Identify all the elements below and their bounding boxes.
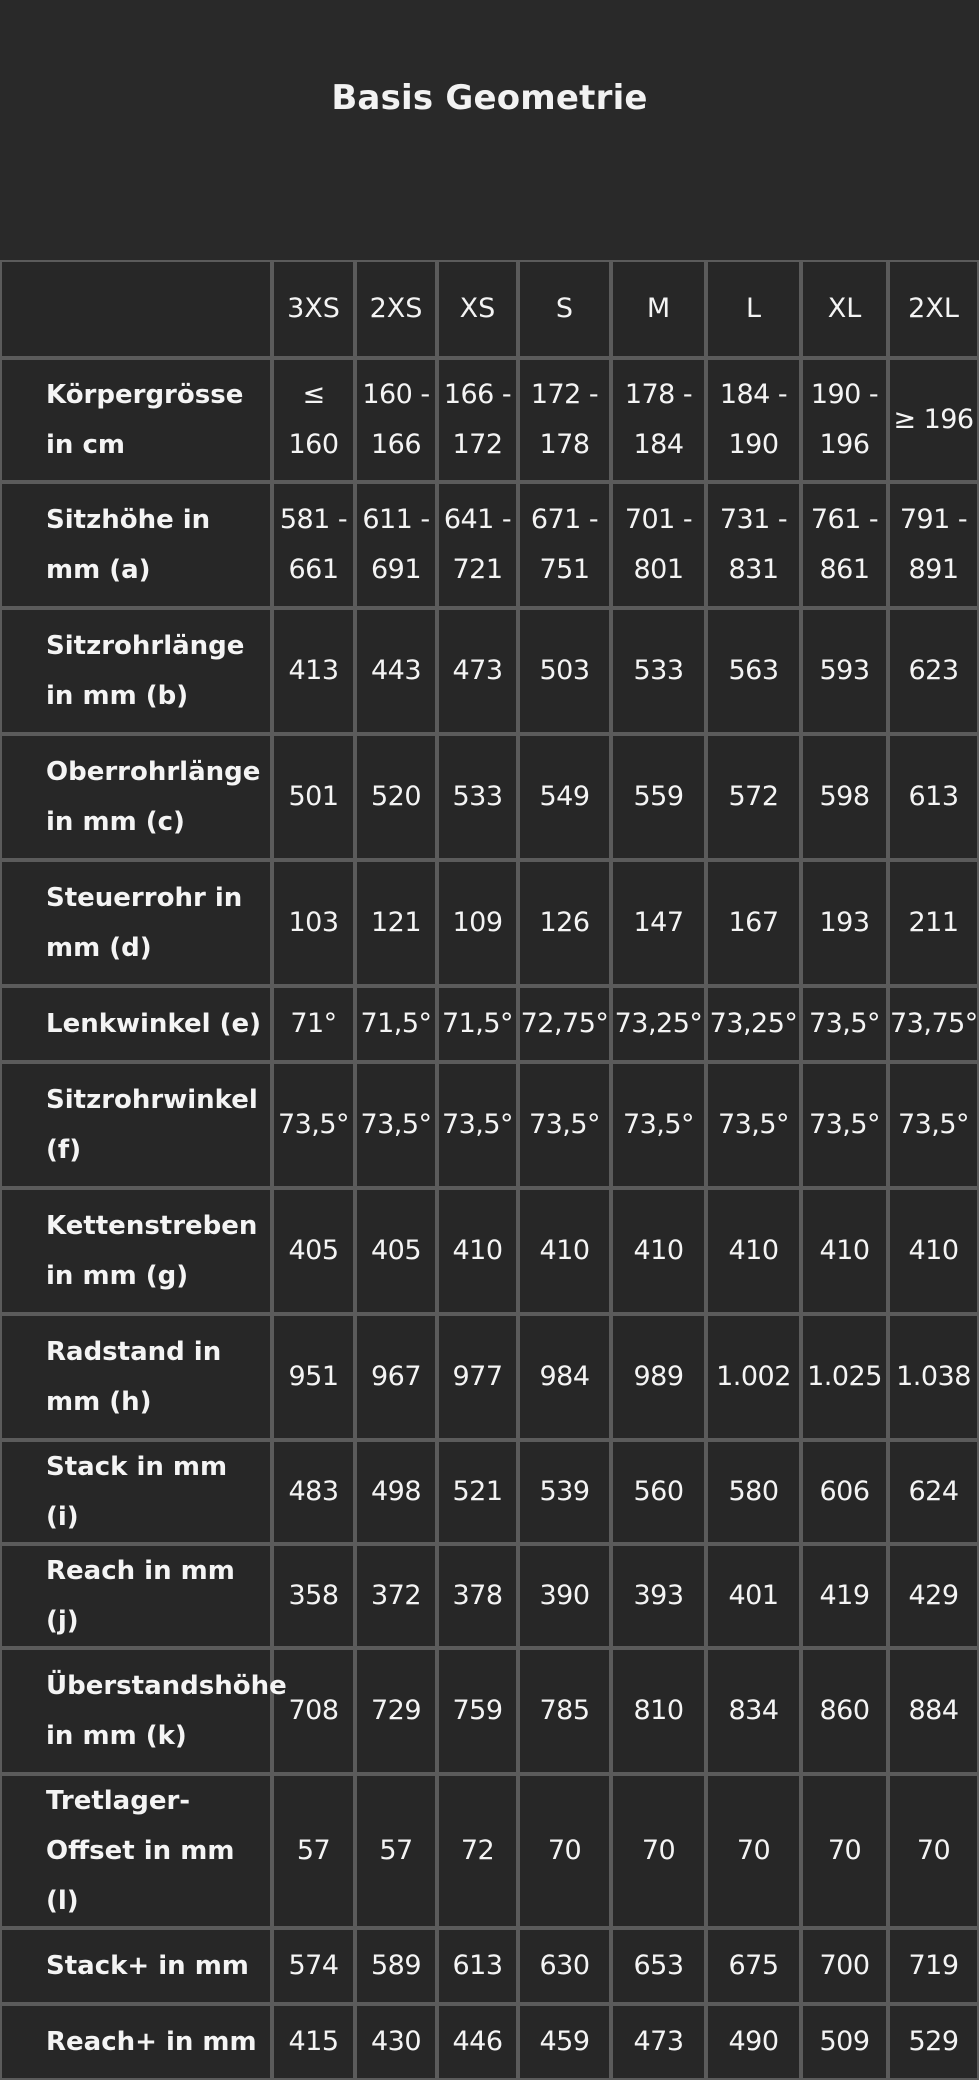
row-label: Lenkwinkel (e) xyxy=(0,986,272,1062)
row-label: Steuerrohr in mm (d) xyxy=(0,860,272,986)
table-cell: 473 xyxy=(611,2004,706,2080)
table-cell: 73,5° xyxy=(518,1062,611,1188)
size-header: S xyxy=(518,260,611,358)
row-label: Reach in mm (j) xyxy=(0,1544,272,1648)
table-cell: 967 xyxy=(355,1314,437,1440)
table-cell: 580 xyxy=(706,1440,801,1544)
table-header xyxy=(0,260,979,358)
table-cell: 178 - 184 xyxy=(611,358,706,482)
table-cell: 624 xyxy=(888,1440,979,1544)
row-label: Sitzrohrwinkel (f) xyxy=(0,1062,272,1188)
table-cell: 70 xyxy=(888,1774,979,1928)
row-label: Stack+ in mm xyxy=(0,1928,272,2004)
table-cell: ≥ 196 xyxy=(888,358,979,482)
table-row xyxy=(0,1440,979,1544)
table-cell: 701 - 801 xyxy=(611,482,706,608)
table-cell: 653 xyxy=(611,1928,706,2004)
table-cell: 193 xyxy=(801,860,888,986)
table-cell: 509 xyxy=(801,2004,888,2080)
row-label: Überstandshöhe in mm (k) xyxy=(0,1648,272,1774)
table-cell: 73,75° xyxy=(888,986,979,1062)
table-cell: 951 xyxy=(272,1314,355,1440)
table-cell: 57 xyxy=(272,1774,355,1928)
table-cell: 73,5° xyxy=(437,1062,518,1188)
table-cell: 121 xyxy=(355,860,437,986)
table-cell: 70 xyxy=(518,1774,611,1928)
size-header: 3XS xyxy=(272,260,355,358)
table-cell: 103 xyxy=(272,860,355,986)
table-cell: 675 xyxy=(706,1928,801,2004)
row-label: Sitzrohrlänge in mm (b) xyxy=(0,608,272,734)
table-cell: 410 xyxy=(888,1188,979,1314)
table-cell: 623 xyxy=(888,608,979,734)
row-label: Sitzhöhe in mm (a) xyxy=(0,482,272,608)
table-cell: 419 xyxy=(801,1544,888,1648)
table-cell: 358 xyxy=(272,1544,355,1648)
table-cell: 700 xyxy=(801,1928,888,2004)
table-cell: 109 xyxy=(437,860,518,986)
table-cell: 977 xyxy=(437,1314,518,1440)
table-cell: 759 xyxy=(437,1648,518,1774)
table-cell: 589 xyxy=(355,1928,437,2004)
table-cell: 1.025 xyxy=(801,1314,888,1440)
table-row xyxy=(0,482,979,608)
table-cell: 372 xyxy=(355,1544,437,1648)
table-cell: 184 - 190 xyxy=(706,358,801,482)
table-cell: 560 xyxy=(611,1440,706,1544)
table-row xyxy=(0,986,979,1062)
table-cell: 410 xyxy=(518,1188,611,1314)
table-cell: 483 xyxy=(272,1440,355,1544)
table-cell: 190 - 196 xyxy=(801,358,888,482)
table-cell: 671 - 751 xyxy=(518,482,611,608)
table-cell: 708 xyxy=(272,1648,355,1774)
table-cell: 613 xyxy=(888,734,979,860)
table-cell: 415 xyxy=(272,2004,355,2080)
table-cell: 533 xyxy=(437,734,518,860)
table-cell: 401 xyxy=(706,1544,801,1648)
table-cell: 126 xyxy=(518,860,611,986)
table-cell: 167 xyxy=(706,860,801,986)
row-label: Radstand in mm (h) xyxy=(0,1314,272,1440)
header-corner-cell xyxy=(0,260,272,358)
size-header: M xyxy=(611,260,706,358)
table-row xyxy=(0,1544,979,1648)
table-cell: 390 xyxy=(518,1544,611,1648)
table-cell: 172 - 178 xyxy=(518,358,611,482)
table-body xyxy=(0,358,979,2080)
table-cell: 501 xyxy=(272,734,355,860)
table-cell: ≤ 160 xyxy=(272,358,355,482)
table-cell: 70 xyxy=(801,1774,888,1928)
table-cell: 73,5° xyxy=(888,1062,979,1188)
table-cell: 160 - 166 xyxy=(355,358,437,482)
table-cell: 791 - 891 xyxy=(888,482,979,608)
row-label: Reach+ in mm xyxy=(0,2004,272,2080)
table-cell: 1.038 xyxy=(888,1314,979,1440)
table-cell: 73,5° xyxy=(611,1062,706,1188)
table-cell: 430 xyxy=(355,2004,437,2080)
table-row xyxy=(0,2004,979,2080)
table-cell: 429 xyxy=(888,1544,979,1648)
table-cell: 147 xyxy=(611,860,706,986)
table-cell: 884 xyxy=(888,1648,979,1774)
table-cell: 598 xyxy=(801,734,888,860)
table-cell: 984 xyxy=(518,1314,611,1440)
size-header: L xyxy=(706,260,801,358)
table-cell: 73,5° xyxy=(801,1062,888,1188)
table-cell: 630 xyxy=(518,1928,611,2004)
table-cell: 613 xyxy=(437,1928,518,2004)
table-cell: 73,5° xyxy=(706,1062,801,1188)
table-row xyxy=(0,1648,979,1774)
table-cell: 533 xyxy=(611,608,706,734)
table-cell: 473 xyxy=(437,608,518,734)
table-row xyxy=(0,1314,979,1440)
table-cell: 834 xyxy=(706,1648,801,1774)
table-cell: 410 xyxy=(706,1188,801,1314)
table-cell: 459 xyxy=(518,2004,611,2080)
table-cell: 810 xyxy=(611,1648,706,1774)
table-cell: 593 xyxy=(801,608,888,734)
table-cell: 405 xyxy=(272,1188,355,1314)
table-cell: 73,5° xyxy=(272,1062,355,1188)
table-cell: 549 xyxy=(518,734,611,860)
page-title: Basis Geometrie xyxy=(331,78,648,118)
geometry-table xyxy=(0,260,979,2080)
table-cell: 410 xyxy=(801,1188,888,1314)
table-cell: 393 xyxy=(611,1544,706,1648)
table-cell: 73,25° xyxy=(706,986,801,1062)
table-cell: 73,25° xyxy=(611,986,706,1062)
table-cell: 490 xyxy=(706,2004,801,2080)
table-cell: 73,5° xyxy=(801,986,888,1062)
table-row xyxy=(0,734,979,860)
table-row xyxy=(0,1188,979,1314)
table-row xyxy=(0,1062,979,1188)
row-label: Tretlager-Offset in mm (l) xyxy=(0,1774,272,1928)
table-cell: 70 xyxy=(611,1774,706,1928)
row-label: Oberrohrlänge in mm (c) xyxy=(0,734,272,860)
table-cell: 71,5° xyxy=(437,986,518,1062)
table-cell: 405 xyxy=(355,1188,437,1314)
table-row xyxy=(0,358,979,482)
table-cell: 72,75° xyxy=(518,986,611,1062)
table-cell: 641 - 721 xyxy=(437,482,518,608)
table-cell: 606 xyxy=(801,1440,888,1544)
table-cell: 1.002 xyxy=(706,1314,801,1440)
table-cell: 503 xyxy=(518,608,611,734)
table-row xyxy=(0,1928,979,2004)
table-cell: 761 - 861 xyxy=(801,482,888,608)
row-label: Stack in mm (i) xyxy=(0,1440,272,1544)
table-cell: 378 xyxy=(437,1544,518,1648)
table-cell: 410 xyxy=(611,1188,706,1314)
table-cell: 529 xyxy=(888,2004,979,2080)
table-cell: 860 xyxy=(801,1648,888,1774)
table-cell: 72 xyxy=(437,1774,518,1928)
table-cell: 520 xyxy=(355,734,437,860)
table-cell: 563 xyxy=(706,608,801,734)
table-cell: 443 xyxy=(355,608,437,734)
row-label: Kettenstreben in mm (g) xyxy=(0,1188,272,1314)
table-cell: 446 xyxy=(437,2004,518,2080)
size-header: XL xyxy=(801,260,888,358)
table-cell: 729 xyxy=(355,1648,437,1774)
size-header: 2XS xyxy=(355,260,437,358)
header-row xyxy=(0,260,979,358)
table-cell: 211 xyxy=(888,860,979,986)
table-cell: 572 xyxy=(706,734,801,860)
table-cell: 71,5° xyxy=(355,986,437,1062)
size-header: XS xyxy=(437,260,518,358)
table-cell: 410 xyxy=(437,1188,518,1314)
table-cell: 73,5° xyxy=(355,1062,437,1188)
size-header: 2XL xyxy=(888,260,979,358)
table-row xyxy=(0,860,979,986)
table-cell: 539 xyxy=(518,1440,611,1544)
table-cell: 70 xyxy=(706,1774,801,1928)
table-cell: 498 xyxy=(355,1440,437,1544)
row-label: Körpergrösse in cm xyxy=(0,358,272,482)
table-cell: 559 xyxy=(611,734,706,860)
table-cell: 521 xyxy=(437,1440,518,1544)
table-row xyxy=(0,1774,979,1928)
table-cell: 731 - 831 xyxy=(706,482,801,608)
table-cell: 785 xyxy=(518,1648,611,1774)
table-cell: 57 xyxy=(355,1774,437,1928)
table-cell: 581 - 661 xyxy=(272,482,355,608)
table-cell: 71° xyxy=(272,986,355,1062)
table-cell: 574 xyxy=(272,1928,355,2004)
table-cell: 413 xyxy=(272,608,355,734)
table-cell: 989 xyxy=(611,1314,706,1440)
table-cell: 166 - 172 xyxy=(437,358,518,482)
table-row xyxy=(0,608,979,734)
table-cell: 719 xyxy=(888,1928,979,2004)
table-cell: 611 - 691 xyxy=(355,482,437,608)
